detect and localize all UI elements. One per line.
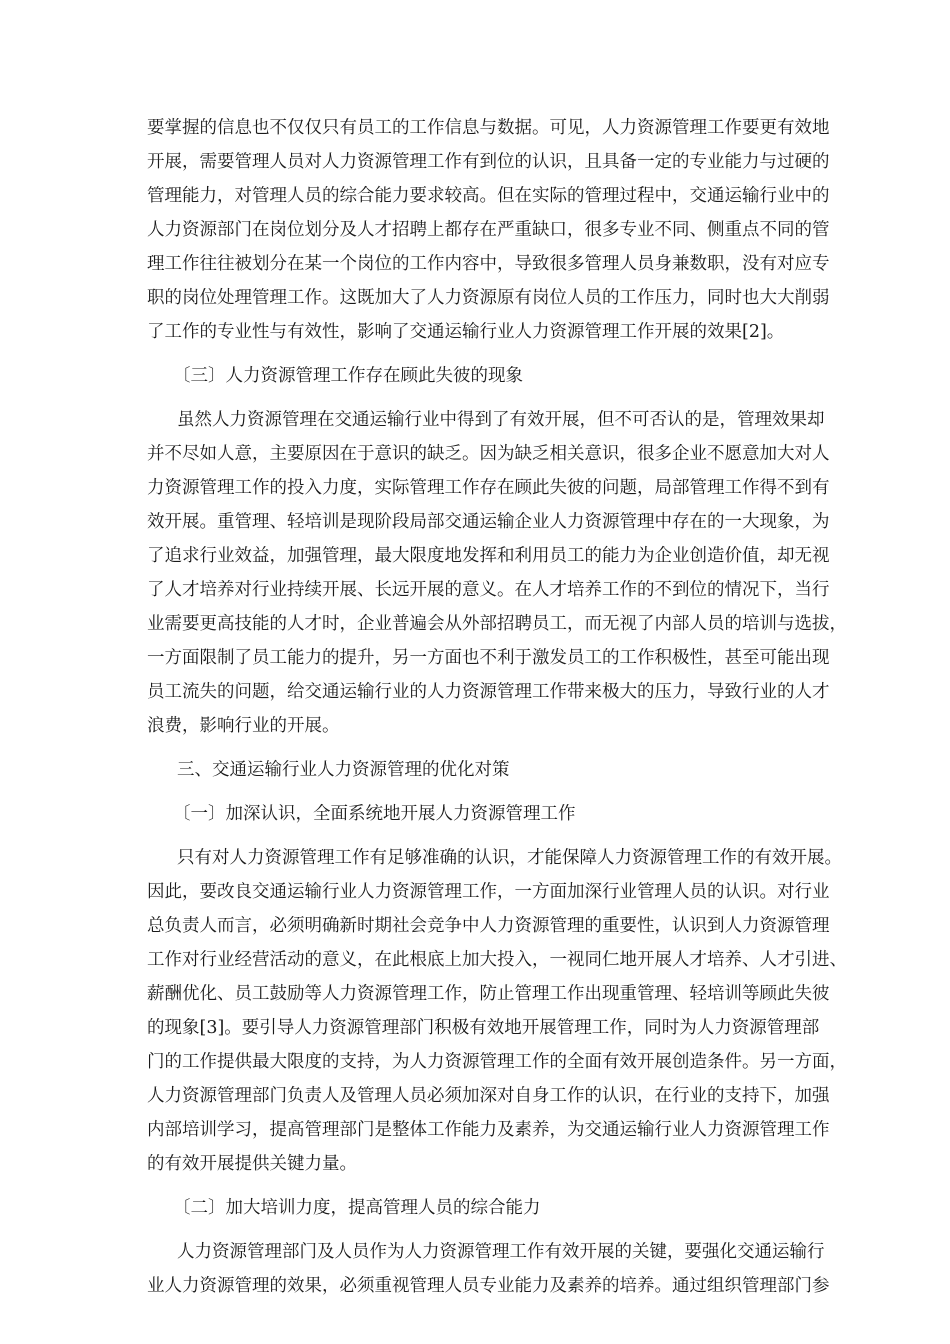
paragraph-line: 浪费，影响行业的开展。	[147, 716, 340, 736]
paragraph-line: 虽然人力资源管理在交通运输行业中得到了有效开展，但不可否认的是，管理效果却	[177, 410, 825, 430]
paragraph-line: 只有对人力资源管理工作有足够准确的认识，才能保障人力资源管理工作的有效开展。	[177, 848, 842, 868]
paragraph-line: 工作对行业经营活动的意义，在此根底上加大投入，一视同仁地开展人才培养、人才引进、	[147, 950, 847, 970]
paragraph-line: 效开展。重管理、轻培训是现阶段局部交通运输企业人力资源管理中存在的一大现象，为	[147, 512, 830, 532]
paragraph-line: 薪酬优化、员工鼓励等人力资源管理工作，防止管理工作出现重管理、轻培训等顾此失彼	[147, 984, 830, 1004]
paragraph-line: 管理能力，对管理人员的综合能力要求较高。但在实际的管理过程中，交通运输行业中的	[147, 186, 830, 206]
subheading-3: 〔三〕人力资源管理工作存在顾此失彼的现象	[173, 366, 523, 386]
paragraph-line: 了追求行业效益，加强管理，最大限度地发挥和利用员工的能力为企业创造价值，却无视	[147, 546, 830, 566]
subheading-3-1: 〔一〕加深认识，全面系统地开展人力资源管理工作	[173, 804, 576, 824]
paragraph-line: 人力资源管理部门及人员作为人力资源管理工作有效开展的关键，要强化交通运输行	[177, 1242, 825, 1262]
paragraph-line: 因此，要改良交通运输行业人力资源管理工作，一方面加深行业管理人员的认识。对行业	[147, 882, 830, 902]
section-heading-3: 三、交通运输行业人力资源管理的优化对策	[177, 760, 510, 780]
paragraph-line: 内部培训学习，提高管理部门是整体工作能力及素养，为交通运输行业人力资源管理工作	[147, 1120, 830, 1140]
paragraph-line: 业人力资源管理的效果，必须重视管理人员专业能力及素养的培养。通过组织管理部门参	[147, 1276, 830, 1296]
paragraph-line: 员工流失的问题，给交通运输行业的人力资源管理工作带来极大的压力，导致行业的人才	[147, 682, 830, 702]
paragraph-line: 职的岗位处理管理工作。这既加大了人力资源原有岗位人员的工作压力，同时也大大削弱	[147, 288, 830, 308]
paragraph-line: 业需要更高技能的人才时，企业普遍会从外部招聘员工，而无视了内部人员的培训与选拔，	[147, 614, 847, 634]
paragraph-line: 并不尽如人意，主要原因在于意识的缺乏。因为缺乏相关意识，很多企业不愿意加大对人	[147, 444, 830, 464]
paragraph-line: 的现象[3]。要引导人力资源管理部门积极有效地开展管理工作，同时为人力资源管理部	[147, 1018, 820, 1038]
paragraph-line: 力资源管理工作的投入力度，实际管理工作存在顾此失彼的问题，局部管理工作得不到有	[147, 478, 830, 498]
paragraph-line: 的有效开展提供关键力量。	[147, 1154, 357, 1174]
paragraph-line: 开展，需要管理人员对人力资源管理工作有到位的认识，且具备一定的专业能力与过硬的	[147, 152, 830, 172]
paragraph-line: 了人才培养对行业持续开展、长远开展的意义。在人才培养工作的不到位的情况下，当行	[147, 580, 830, 600]
paragraph-line: 要掌握的信息也不仅仅只有员工的工作信息与数据。可见，人力资源管理工作要更有效地	[147, 118, 830, 138]
paragraph-line: 人力资源部门在岗位划分及人才招聘上都存在严重缺口，很多专业不同、侧重点不同的管	[147, 220, 830, 240]
paragraph-line: 门的工作提供最大限度的支持，为人力资源管理工作的全面有效开展创造条件。另一方面，	[147, 1052, 847, 1072]
paragraph-line: 理工作往往被划分在某一个岗位的工作内容中，导致很多管理人员身兼数职，没有对应专	[147, 254, 830, 274]
subheading-3-2: 〔二〕加大培训力度，提高管理人员的综合能力	[173, 1198, 541, 1218]
paragraph-line: 人力资源管理部门负责人及管理人员必须加深对自身工作的认识，在行业的支持下，加强	[147, 1086, 830, 1106]
paragraph-line: 一方面限制了员工能力的提升，另一方面也不利于激发员工的工作积极性，甚至可能出现	[147, 648, 830, 668]
paragraph-line: 了工作的专业性与有效性，影响了交通运输行业人力资源管理工作开展的效果[2]。	[147, 322, 785, 342]
paragraph-line: 总负责人而言，必须明确新时期社会竞争中人力资源管理的重要性，认识到人力资源管理	[147, 916, 830, 936]
